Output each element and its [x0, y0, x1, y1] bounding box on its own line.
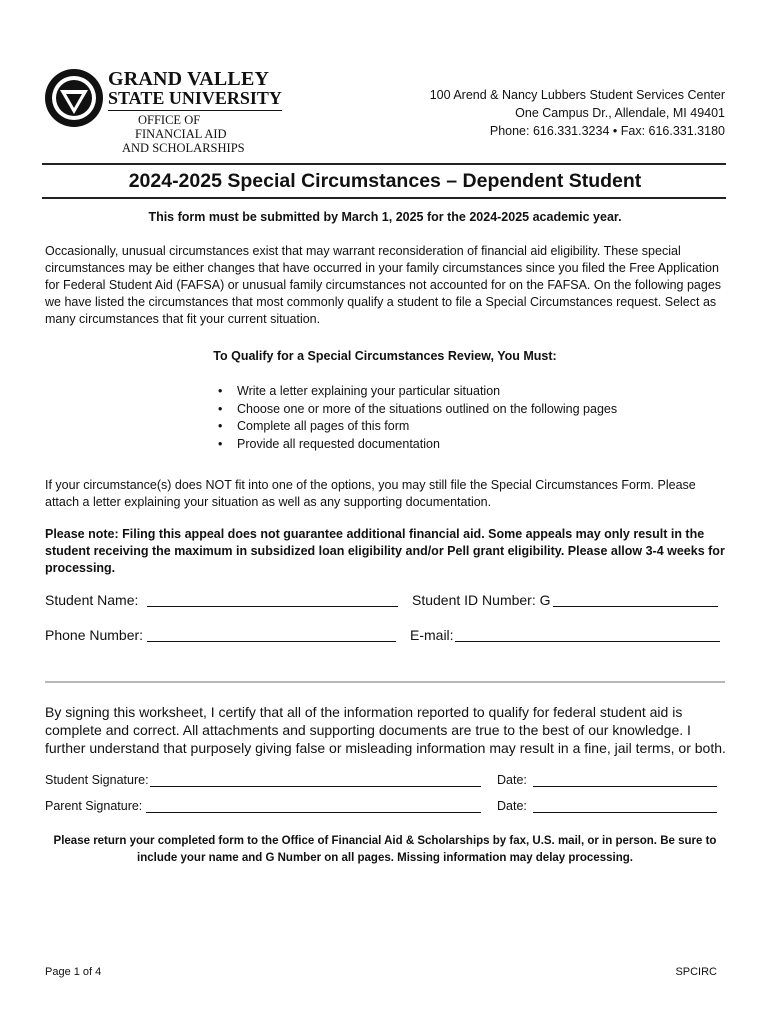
appeal-note: Please note: Filing this appeal does not guarantee additional financial aid. Some appeals may only result in the student receiving the maximum in subsidized loan eligibility and/or Pell grant eligibility. Please allow 3-4 weeks for processing. — [45, 527, 725, 575]
address-line1: 100 Arend & Nancy Lubbers Student Services Center — [429, 88, 725, 102]
requirements-list — [218, 383, 617, 453]
parent-date-label: Date: — [497, 799, 527, 813]
student-signature-field[interactable] — [150, 771, 481, 787]
student-name-field[interactable] — [147, 591, 398, 607]
student-date-field[interactable] — [533, 771, 717, 787]
brand-name-line1: GRAND VALLEY — [108, 68, 270, 90]
office-address — [430, 86, 725, 140]
office-line2: FINANCIAL AID — [135, 127, 227, 141]
address-line2: One Campus Dr., Allendale, MI 49401 — [515, 106, 725, 120]
list-item: • Write a letter explaining your particular situation — [218, 383, 617, 401]
brand-name-line2: STATE UNIVERSITY — [108, 88, 282, 111]
qualify-heading: To Qualify for a Special Circumstances Review, You Must: — [213, 349, 557, 363]
parent-signature-label: Parent Signature: — [45, 799, 143, 813]
page-title: 2024-2025 Special Circumstances – Dependent Student — [128, 170, 642, 192]
office-line1: OFFICE OF — [138, 113, 201, 127]
parent-signature-field[interactable] — [146, 797, 481, 813]
gvsu-logo-icon — [44, 68, 104, 128]
email-field[interactable] — [455, 626, 720, 642]
student-date-label: Date: — [497, 773, 527, 787]
logo-wordmark — [108, 68, 282, 155]
address-phone-fax: Phone: 616.331.3234 • Fax: 616.331.3180 — [489, 124, 725, 138]
intro-paragraph: Occasionally, unusual circumstances exist that may warrant reconsideration of financial aid eligibility. These special circumstances may be either changes that have occurred in your family circumstances since you filed the Free Application for Federal Student Aid (FAFSA) or unusual family circumstances not accounted for on the FAFSA. On the following pages we have listed the circumstances that most commonly qualify a student to file a Special Circumstances request. Select as many circumstances that fit your current situation. — [45, 244, 722, 326]
certification-statement: By signing this worksheet, I certify that all of the information reported to qualify for federal student aid is complete and correct. All attachments and supporting documents are true to the best of our knowledge. I further understand that purposely giving false or misleading information may result in a fine, jail terms, or both. — [45, 704, 726, 756]
student-id-label: Student ID Number: G — [412, 592, 551, 608]
title-top-rule — [42, 163, 726, 165]
deadline-notice: This form must be submitted by March 1, 2025 for the 2024-2025 academic year. — [148, 210, 622, 224]
list-item: • Choose one or more of the situations outlined on the following pages — [218, 401, 617, 419]
list-item: • Provide all requested documentation — [218, 436, 617, 454]
parent-date-field[interactable] — [533, 797, 717, 813]
not-fit-paragraph: If your circumstance(s) does NOT fit into one of the options, you may still file the Special Circumstances Form. Please attach a letter explaining your situation as well as any supporting documentation. — [45, 478, 696, 509]
student-signature-label: Student Signature: — [45, 773, 149, 787]
phone-label: Phone Number: — [45, 627, 144, 643]
phone-field[interactable] — [147, 626, 396, 642]
student-name-label: Student Name: — [45, 592, 139, 608]
title-bottom-rule — [42, 197, 726, 199]
student-id-field[interactable] — [553, 591, 718, 607]
section-divider — [45, 681, 725, 683]
form-code: SPCIRC — [675, 966, 717, 978]
office-line3: AND SCHOLARSHIPS — [122, 141, 245, 155]
email-label: E-mail: — [410, 627, 454, 643]
list-item: • Complete all pages of this form — [218, 418, 617, 436]
return-instructions: Please return your completed form to the Office of Financial Aid & Scholarships by fax, U.S. mail, or in person. Be sure to include your name and G Number on all pages. Missing information may delay processing. — [53, 835, 717, 864]
page-number: Page 1 of 4 — [45, 966, 102, 978]
